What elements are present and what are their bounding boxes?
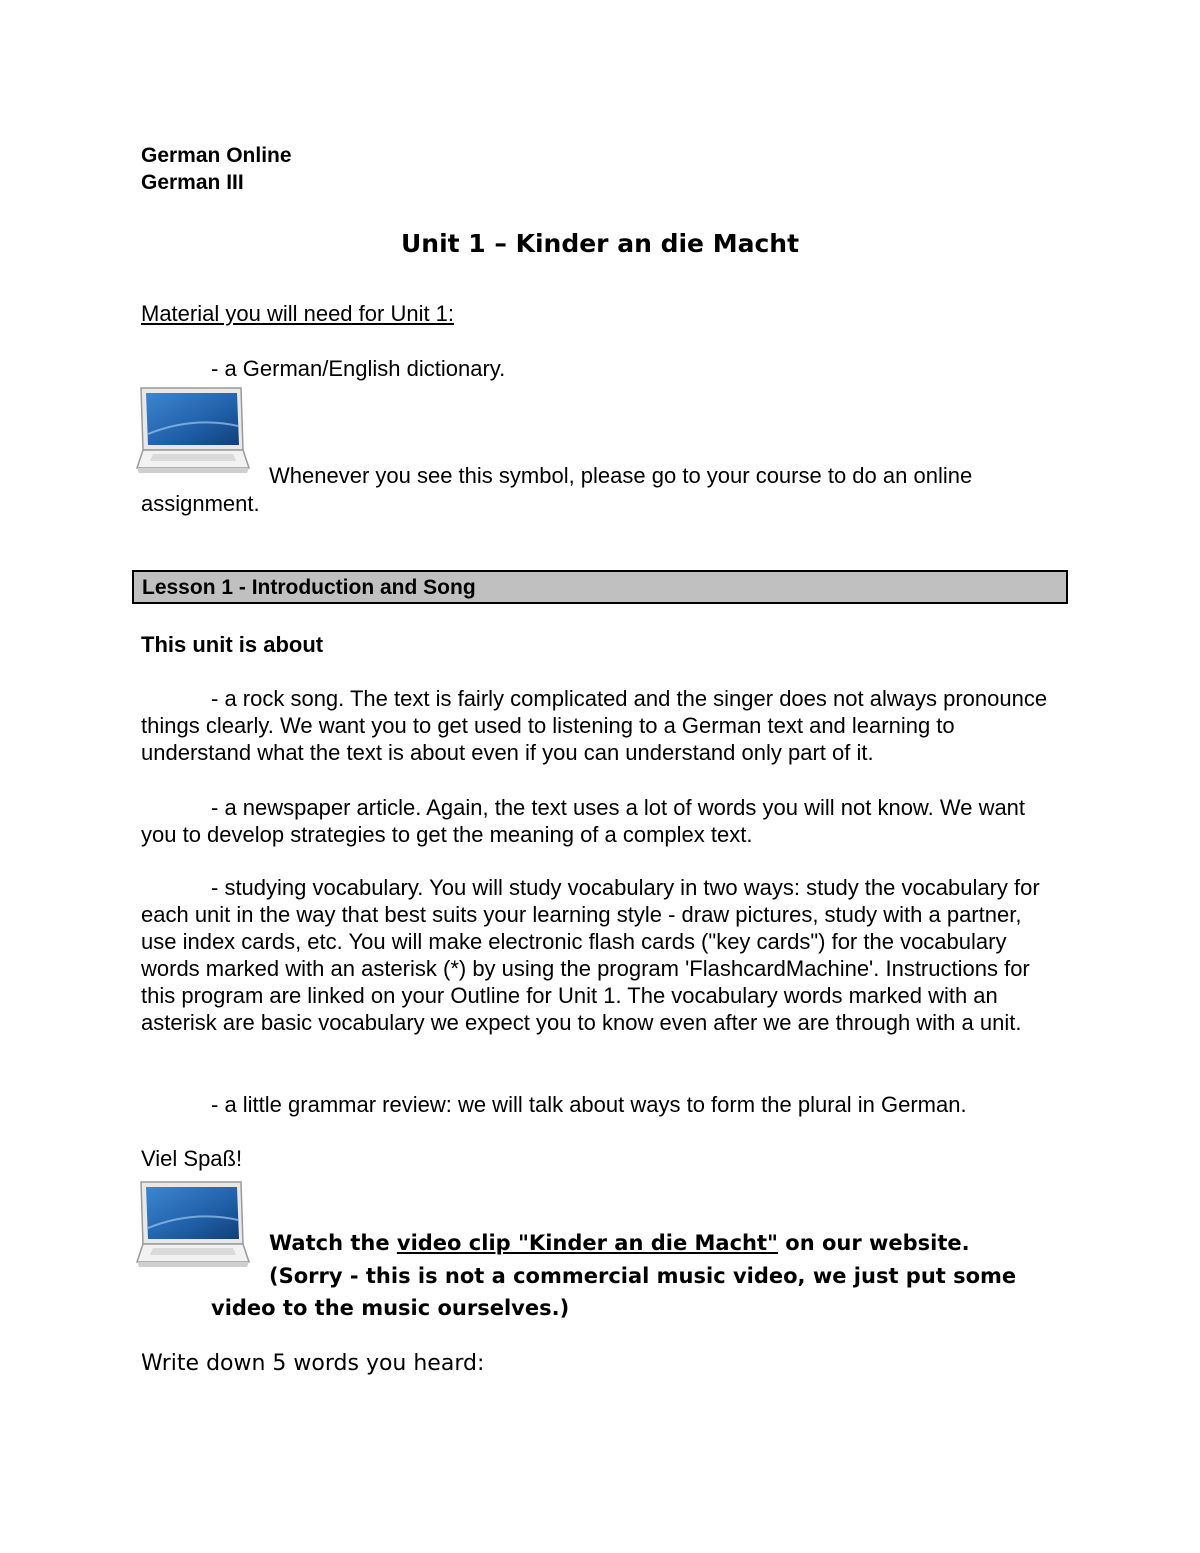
materials-item: - a German/English dictionary. xyxy=(211,356,506,381)
about-item-vocabulary-first: - studying vocabulary. You will study vocabulary in two ways: study the xyxy=(211,875,896,900)
video-instruction xyxy=(269,1228,970,1258)
video-prefix: Watch the xyxy=(269,1231,397,1255)
video-clip-link[interactable]: video clip "Kinder an die Macht" xyxy=(396,1231,778,1255)
about-item-article xyxy=(141,794,1061,848)
course-level: German III xyxy=(141,171,244,194)
materials-heading: Material you will need for Unit 1: xyxy=(141,301,455,326)
laptop-icon xyxy=(133,384,251,478)
page-title: Unit 1 – Kinder an die Macht xyxy=(400,229,800,258)
video-suffix: on our website. xyxy=(777,1231,970,1255)
about-item-vocabulary-rest: vocabulary for each unit in the way that best suits your learning style - draw pictures, study with a partner, use index cards, etc. You will make electronic flash cards ("key cards") for the vocabulary words marked with an asterisk (*) by using the program 'FlashcardMachine'. Instructions for this program are linked on your Outline for Unit 1. The vocabulary words marked with an asterisk are basic vocabulary we expect you to know even after we are through with a unit. xyxy=(141,875,1040,1035)
video-note-line1: (Sorry - this is not a commercial music video, we just put some xyxy=(269,1264,1017,1288)
course-name: German Online xyxy=(141,144,292,167)
laptop-icon xyxy=(133,1178,251,1272)
video-note-line2: video to the music ourselves.) xyxy=(211,1296,570,1320)
lesson-title: Lesson 1 - Introduction and Song xyxy=(142,576,476,599)
lesson-header-bar xyxy=(132,570,1068,604)
about-item-song-first: - a rock song. The text is fairly complicated and the singer does not always xyxy=(211,686,937,711)
about-item-song-rest: pronounce things clearly. We want you to get used to listening to a German text and learning to understand what the text is about even if you can understand only part of it. xyxy=(141,686,1048,765)
about-item-article-first: - a newspaper article. Again, the text uses a lot of words you will not know. We xyxy=(211,795,973,820)
about-item-song xyxy=(141,685,1061,766)
symbol-note-line2: assignment. xyxy=(141,491,260,516)
symbol-note-line1: Whenever you see this symbol, please go to your course to do an online xyxy=(269,463,973,488)
about-item-article-rest: want you to develop strategies to get the meaning of a complex text. xyxy=(141,795,1026,847)
task-prompt: Write down 5 words you heard: xyxy=(141,1351,485,1376)
about-item-vocabulary xyxy=(141,874,1061,1036)
closing-text: Viel Spaß! xyxy=(141,1146,243,1171)
about-item-grammar: - a little grammar review: we will talk about ways to form the plural in German. xyxy=(211,1092,967,1117)
about-heading: This unit is about xyxy=(141,632,324,657)
